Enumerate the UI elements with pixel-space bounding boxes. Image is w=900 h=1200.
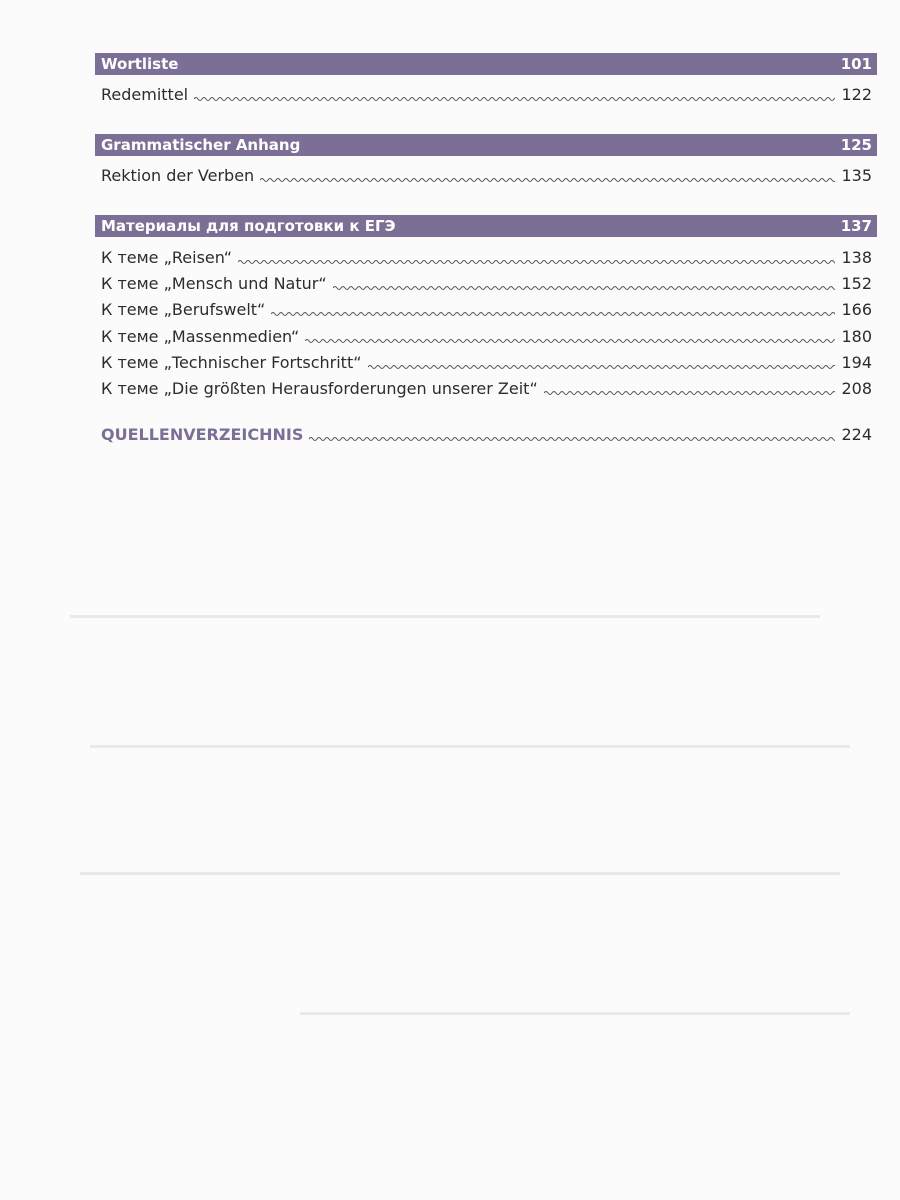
entry-page: 180 — [841, 327, 872, 346]
scan-artifact — [70, 615, 820, 618]
leader-line — [544, 388, 836, 398]
section-title: Wortliste — [101, 55, 179, 73]
entry-label: QUELLENVERZEICHNIS — [101, 425, 304, 444]
leader-line — [305, 336, 835, 346]
entry-page: 166 — [841, 300, 872, 319]
entry-label: К теме „Die größten Herausforderungen unserer Zeit“ — [101, 379, 538, 398]
section-page: 101 — [840, 55, 872, 73]
section-header-ege[interactable] — [95, 215, 877, 237]
entry-label: К теме „Technischer Fortschritt“ — [101, 353, 362, 372]
scan-artifact — [80, 872, 840, 875]
toc-entry[interactable] — [95, 377, 877, 401]
entry-page: 138 — [841, 248, 872, 267]
entry-page: 152 — [841, 274, 872, 293]
entry-page: 224 — [841, 425, 872, 444]
entry-label: Redemittel — [101, 85, 189, 104]
entry-page: 194 — [841, 353, 872, 372]
toc-entry[interactable] — [95, 325, 877, 349]
entry-label: Rektion der Verben — [101, 166, 255, 185]
toc-entry[interactable] — [95, 272, 877, 296]
leader-line — [368, 362, 836, 372]
section-page: 137 — [840, 217, 872, 235]
entry-page: 208 — [841, 379, 872, 398]
entry-label: К теме „Berufswelt“ — [101, 300, 266, 319]
leader-line — [309, 434, 835, 444]
entry-page: 135 — [841, 166, 872, 185]
section-title: Материалы для подготовки к ЕГЭ — [101, 217, 396, 235]
toc-entry[interactable] — [95, 351, 877, 375]
leader-line — [260, 175, 835, 185]
section-page: 125 — [840, 136, 872, 154]
leader-line — [271, 309, 835, 319]
scan-artifact — [90, 745, 850, 748]
leader-line — [194, 94, 835, 104]
section-header-wortliste[interactable] — [95, 53, 877, 75]
entry-page: 122 — [841, 85, 872, 104]
toc-entry[interactable] — [95, 164, 877, 188]
section-title: Grammatischer Anhang — [101, 136, 301, 154]
toc-entry[interactable] — [95, 298, 877, 322]
entry-label: К теме „Mensch und Natur“ — [101, 274, 327, 293]
entry-label: К теме „Massenmedien“ — [101, 327, 300, 346]
section-header-grammatischer-anhang[interactable] — [95, 134, 877, 156]
entry-label: К теме „Reisen“ — [101, 248, 233, 267]
toc-entry[interactable] — [95, 246, 877, 270]
leader-line — [333, 283, 836, 293]
toc-entry[interactable] — [95, 83, 877, 107]
leader-line — [238, 257, 835, 267]
toc-entry-quellenverzeichnis[interactable] — [95, 423, 877, 447]
scan-artifact — [300, 1012, 850, 1015]
